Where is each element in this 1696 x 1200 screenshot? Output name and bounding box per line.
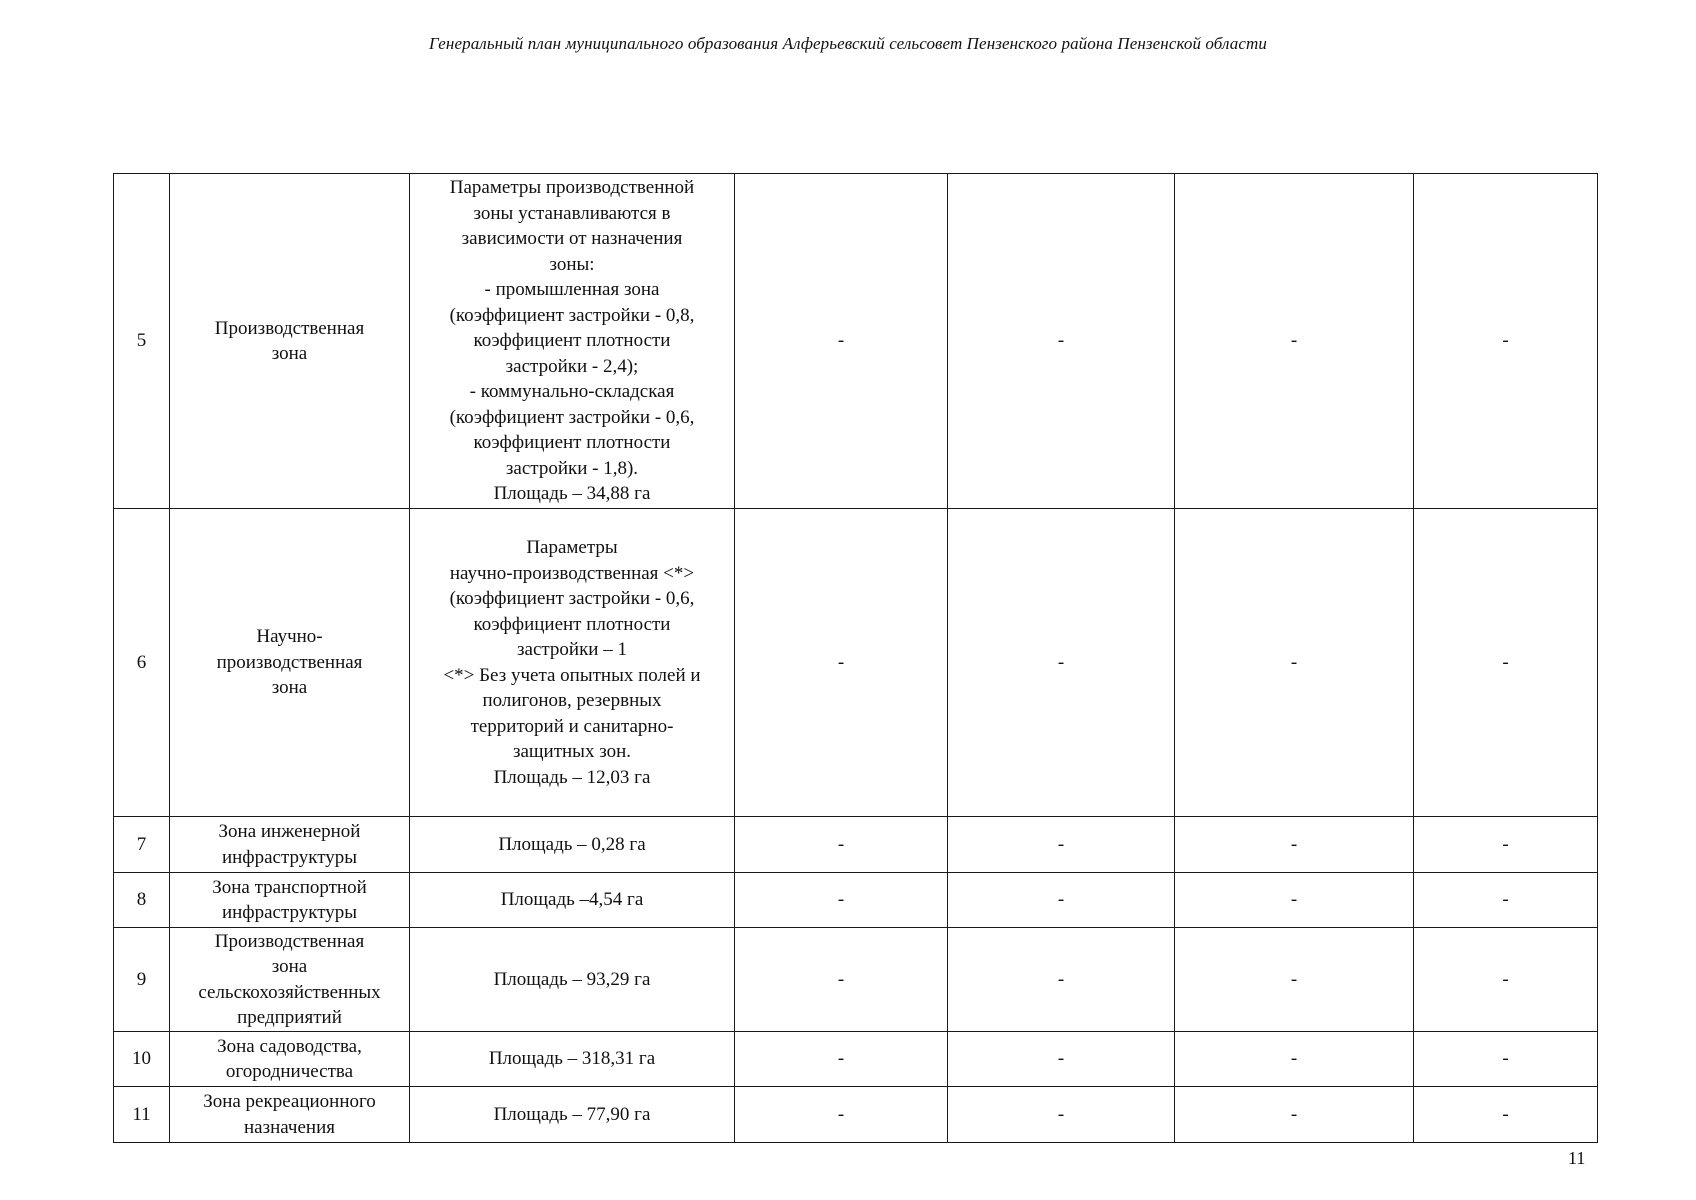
table-row — [114, 817, 1598, 873]
table-cell: - — [735, 509, 948, 817]
table-cell: - — [1175, 928, 1414, 1032]
zone-name: Зона транспортной инфраструктуры — [170, 873, 410, 928]
zone-number: 9 — [114, 928, 170, 1032]
zone-name: Производственная зона сельскохозяйственных предприятий — [170, 928, 410, 1032]
table-cell: - — [1175, 1087, 1414, 1143]
zone-parameters: Параметры производственной зоны устанавливаются в зависимости от назначения зоны: - промышленная зона (коэффициент застройки - 0,8, коэффициент плотности застройки - 2,4); - коммунально-складская (коэффициент застройки - 0,6, коэффициент плотности застройки - 1,8). Площадь – 34,88 га — [410, 174, 735, 509]
table-row — [114, 873, 1598, 928]
table-row — [114, 174, 1598, 509]
table-cell: - — [1414, 509, 1598, 817]
zone-number: 10 — [114, 1032, 170, 1087]
table-cell: - — [1414, 873, 1598, 928]
table-cell: - — [1414, 1032, 1598, 1087]
table-cell: - — [735, 928, 948, 1032]
table-cell: - — [1175, 817, 1414, 873]
zone-parameters: Площадь – 93,29 га — [410, 928, 735, 1032]
zone-number: 5 — [114, 174, 170, 509]
zone-number: 8 — [114, 873, 170, 928]
zone-name: Научно- производственная зона — [170, 509, 410, 817]
table-cell: - — [1175, 174, 1414, 509]
table-cell: - — [948, 1087, 1175, 1143]
zone-name: Зона инженерной инфраструктуры — [170, 817, 410, 873]
zone-parameters: Площадь – 318,31 га — [410, 1032, 735, 1087]
table-cell: - — [735, 174, 948, 509]
table-cell: - — [735, 1087, 948, 1143]
table-row — [114, 1032, 1598, 1087]
table-row — [114, 1087, 1598, 1143]
page-header-title: Генеральный план муниципального образования Алферьевский сельсовет Пензенского района Пензенской области — [429, 34, 1267, 53]
table-cell: - — [1175, 1032, 1414, 1087]
zone-number: 6 — [114, 509, 170, 817]
table-cell: - — [1414, 1087, 1598, 1143]
page-number: 11 — [1568, 1148, 1586, 1168]
zone-parameters: Площадь – 0,28 га — [410, 817, 735, 873]
table-cell: - — [948, 174, 1175, 509]
zone-parameters: Параметры научно-производственная <*> (коэффициент застройки - 0,6, коэффициент плотности застройки – 1 <*> Без учета опытных полей и полигонов, резервных территорий и санитарно- защитных зон. Площадь – 12,03 га — [410, 509, 735, 817]
zone-name: Зона садоводства, огородничества — [170, 1032, 410, 1087]
table-cell: - — [735, 817, 948, 873]
table-cell: - — [948, 817, 1175, 873]
table-cell: - — [948, 1032, 1175, 1087]
table-cell: - — [1414, 817, 1598, 873]
zones-table — [113, 173, 1598, 1143]
table-cell: - — [948, 928, 1175, 1032]
table-cell: - — [735, 873, 948, 928]
zone-number: 7 — [114, 817, 170, 873]
zone-number: 11 — [114, 1087, 170, 1143]
table-row — [114, 509, 1598, 817]
table-cell: - — [1175, 873, 1414, 928]
table-cell: - — [948, 873, 1175, 928]
table-cell: - — [1414, 174, 1598, 509]
table-cell: - — [1414, 928, 1598, 1032]
table-row — [114, 928, 1598, 1032]
table-cell: - — [948, 509, 1175, 817]
zone-name: Производственная зона — [170, 174, 410, 509]
zone-name: Зона рекреационного назначения — [170, 1087, 410, 1143]
table-cell: - — [735, 1032, 948, 1087]
zone-parameters: Площадь – 77,90 га — [410, 1087, 735, 1143]
zone-parameters: Площадь –4,54 га — [410, 873, 735, 928]
table-cell: - — [1175, 509, 1414, 817]
